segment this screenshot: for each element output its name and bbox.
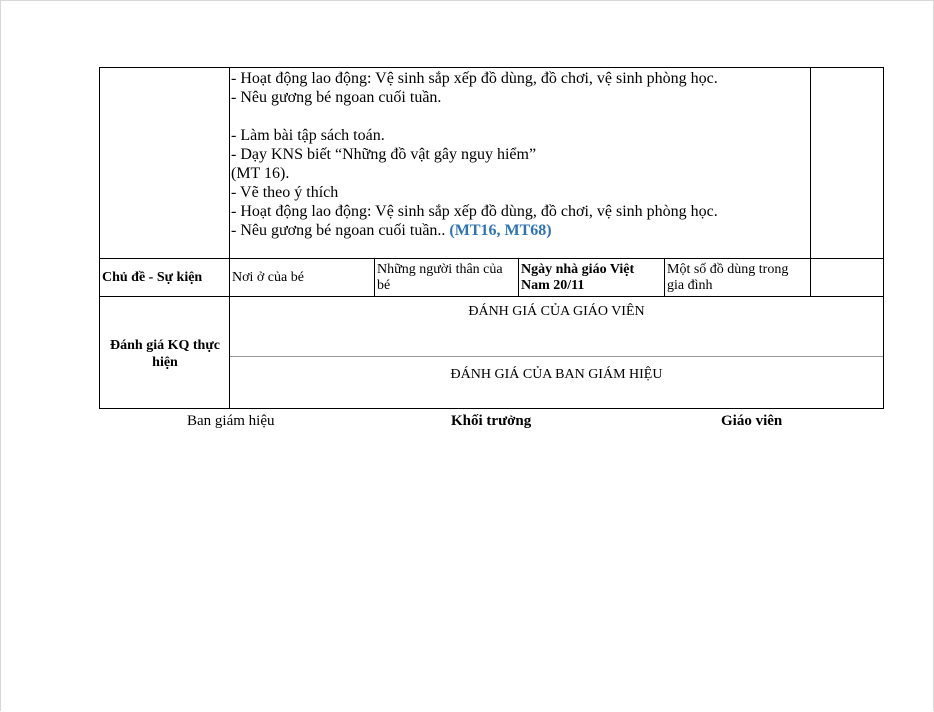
topic-item: Ngày nhà giáo Việt Nam 20/11 [521,262,635,293]
topic-item: Những người thân của bé [377,262,503,293]
topic-item: Một số đồ dùng trong gia đình [667,262,789,293]
topic-item: Nơi ở của bé [232,270,304,285]
signature-head: Khối trưởng [451,413,532,429]
activity-line-last [231,221,811,240]
activity-line: - Làm bài tập sách toán. [231,127,385,144]
board-evaluation-heading: ĐÁNH GIÁ CỦA BAN GIÁM HIỆU [450,367,663,382]
activity-text: - Nêu gương bé ngoan cuối tuần.. [231,222,446,239]
activity-line [231,107,811,126]
activity-line: - Hoạt động lao động: Vệ sinh sắp xếp đồ dùng, đồ chơi, vệ sinh phòng học. [231,203,718,220]
activities-cell [231,69,811,240]
activity-line: - Dạy KNS biết “Những đồ vật gây nguy hiểm” [231,146,537,163]
signature-teacher: Giáo viên [721,413,783,429]
activity-line: - Nêu gương bé ngoan cuối tuần. [231,89,442,106]
objective-tag: (MT16, MT68) [449,222,552,239]
activity-line: (MT 16). [231,165,290,182]
topics-label: Chủ đề - Sự kiện [102,270,203,285]
teacher-evaluation-heading: ĐÁNH GIÁ CỦA GIÁO VIÊN [468,304,645,319]
activity-line: - Vẽ theo ý thích [231,184,339,201]
activity-line: - Hoạt động lao động: Vệ sinh sắp xếp đồ dùng, đồ chơi, vệ sinh phòng học. [231,70,718,87]
signature-board: Ban giám hiệu [187,413,275,429]
evaluation-label: Đánh giá KQ thực hiện [110,338,220,370]
